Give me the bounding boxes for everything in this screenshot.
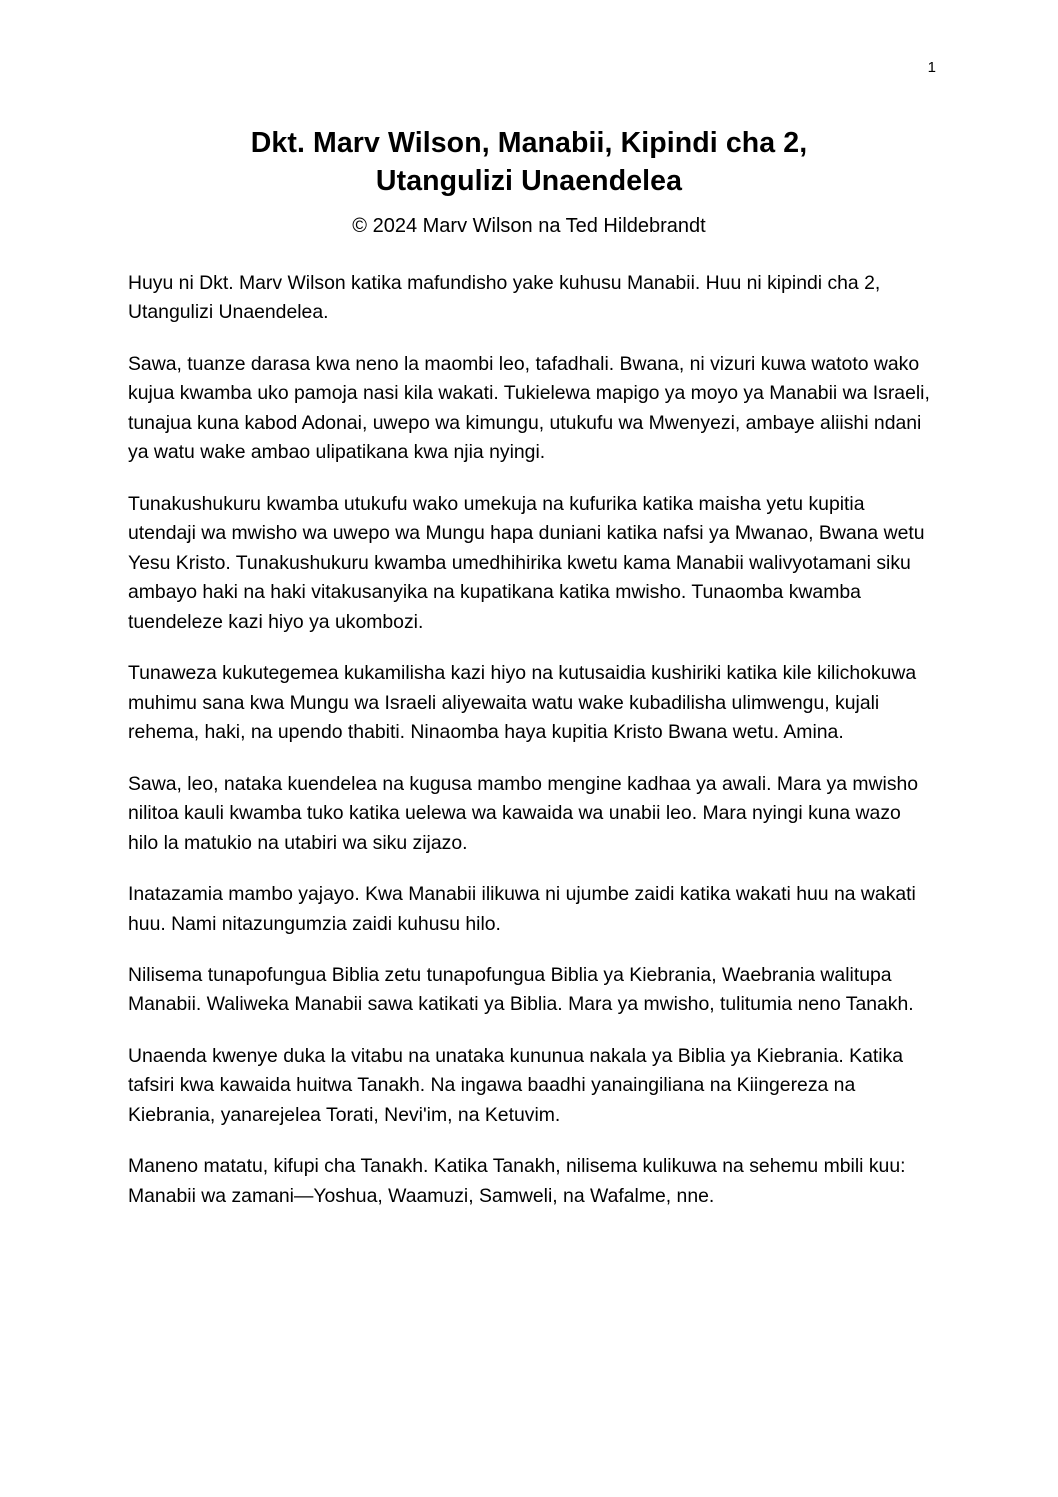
body-text — [128, 269, 930, 1212]
page-number: 1 — [927, 59, 936, 76]
paragraph: Huyu ni Dkt. Marv Wilson katika mafundisho yake kuhusu Manabii. Huu ni kipindi cha 2, Utangulizi Unaendelea. — [128, 271, 881, 324]
paragraph: Maneno matatu, kifupi cha Tanakh. Katika Tanakh, nilisema kulikuwa na sehemu mbili kuu: Manabii wa zamani—Yoshua, Waamuzi, Samweli, na Wafalme, nne. — [128, 1155, 906, 1207]
paragraph: Tunaweza kukutegemea kukamilisha kazi hiyo na kutusaidia kushiriki katika kile kilichokuwa muhimu sana kwa Mungu wa Israeli aliyewaita watu wake kubadilisha ulimwengu, kujali rehema, haki, na upendo thabiti. Ninaomba haya kupitia Kristo Bwana wetu. Amina. — [128, 662, 917, 744]
paragraph: Nilisema tunapofungua Biblia zetu tunapofungua Biblia ya Kiebrania, Waebrania walitupa Manabii. Waliweka Manabii sawa katikati ya Biblia. Mara ya mwisho, tulitumia neno Tanakh. — [128, 963, 914, 1016]
page-title-line-2: Utangulizi Unaendelea — [375, 164, 683, 197]
paragraph: Sawa, leo, nataka kuendelea na kugusa mambo mengine kadhaa ya awali. Mara ya mwisho nilitoa kauli kwamba tuko katika uelewa wa kawaida wa unabii leo. Mara nyingi kuna wazo hilo la matukio na utabiri wa siku zijazo. — [128, 772, 919, 854]
document-content — [128, 125, 930, 1211]
paragraph: Sawa, tuanze darasa kwa neno la maombi leo, tafadhali. Bwana, ni vizuri kuwa watoto wako kujua kwamba uko pamoja nasi kila wakati. Tukielewa mapigo ya moyo ya Manabii wa Israeli, tunajua kuna kabod Adonai, uwepo wa kimungu, utukufu wa Mwenyezi, ambaye aliishi ndani ya watu wake ambao ulipatikana kwa njia nyingi. — [128, 352, 930, 464]
copyright-line: © 2024 Marv Wilson na Ted Hildebrandt — [352, 214, 706, 237]
page-title — [128, 125, 930, 201]
paragraph: Tunakushukuru kwamba utukufu wako umekuja na kufurika katika maisha yetu kupitia utendaji wa mwisho wa uwepo wa Mungu hapa duniani katika nafsi ya Mwanao, Bwana wetu Yesu Kristo. Tunakushukuru kwamba umedhihirika kwetu kama Manabii walivyotamani siku ambayo haki na haki vitakusanyika na kupatikana katika mwisho. Tunaomba kwamba tuendeleze kazi hiyo ya ukombozi. — [128, 492, 925, 633]
paragraph: Unaenda kwenye duka la vitabu na unataka kununua nakala ya Biblia ya Kiebrania. Katika tafsiri kwa kawaida huitwa Tanakh. Na ingawa baadhi yanaingiliana na Kiingereza na Kiebrania, yanarejelea Torati, Nevi'im, na Ketuvim. — [128, 1044, 904, 1126]
paragraph: Inatazamia mambo yajayo. Kwa Manabii ilikuwa ni ujumbe zaidi katika wakati huu na wakati huu. Nami nitazungumzia zaidi kuhusu hilo. — [128, 883, 916, 935]
page-title-line-1: Dkt. Marv Wilson, Manabii, Kipindi cha 2, — [250, 127, 808, 159]
